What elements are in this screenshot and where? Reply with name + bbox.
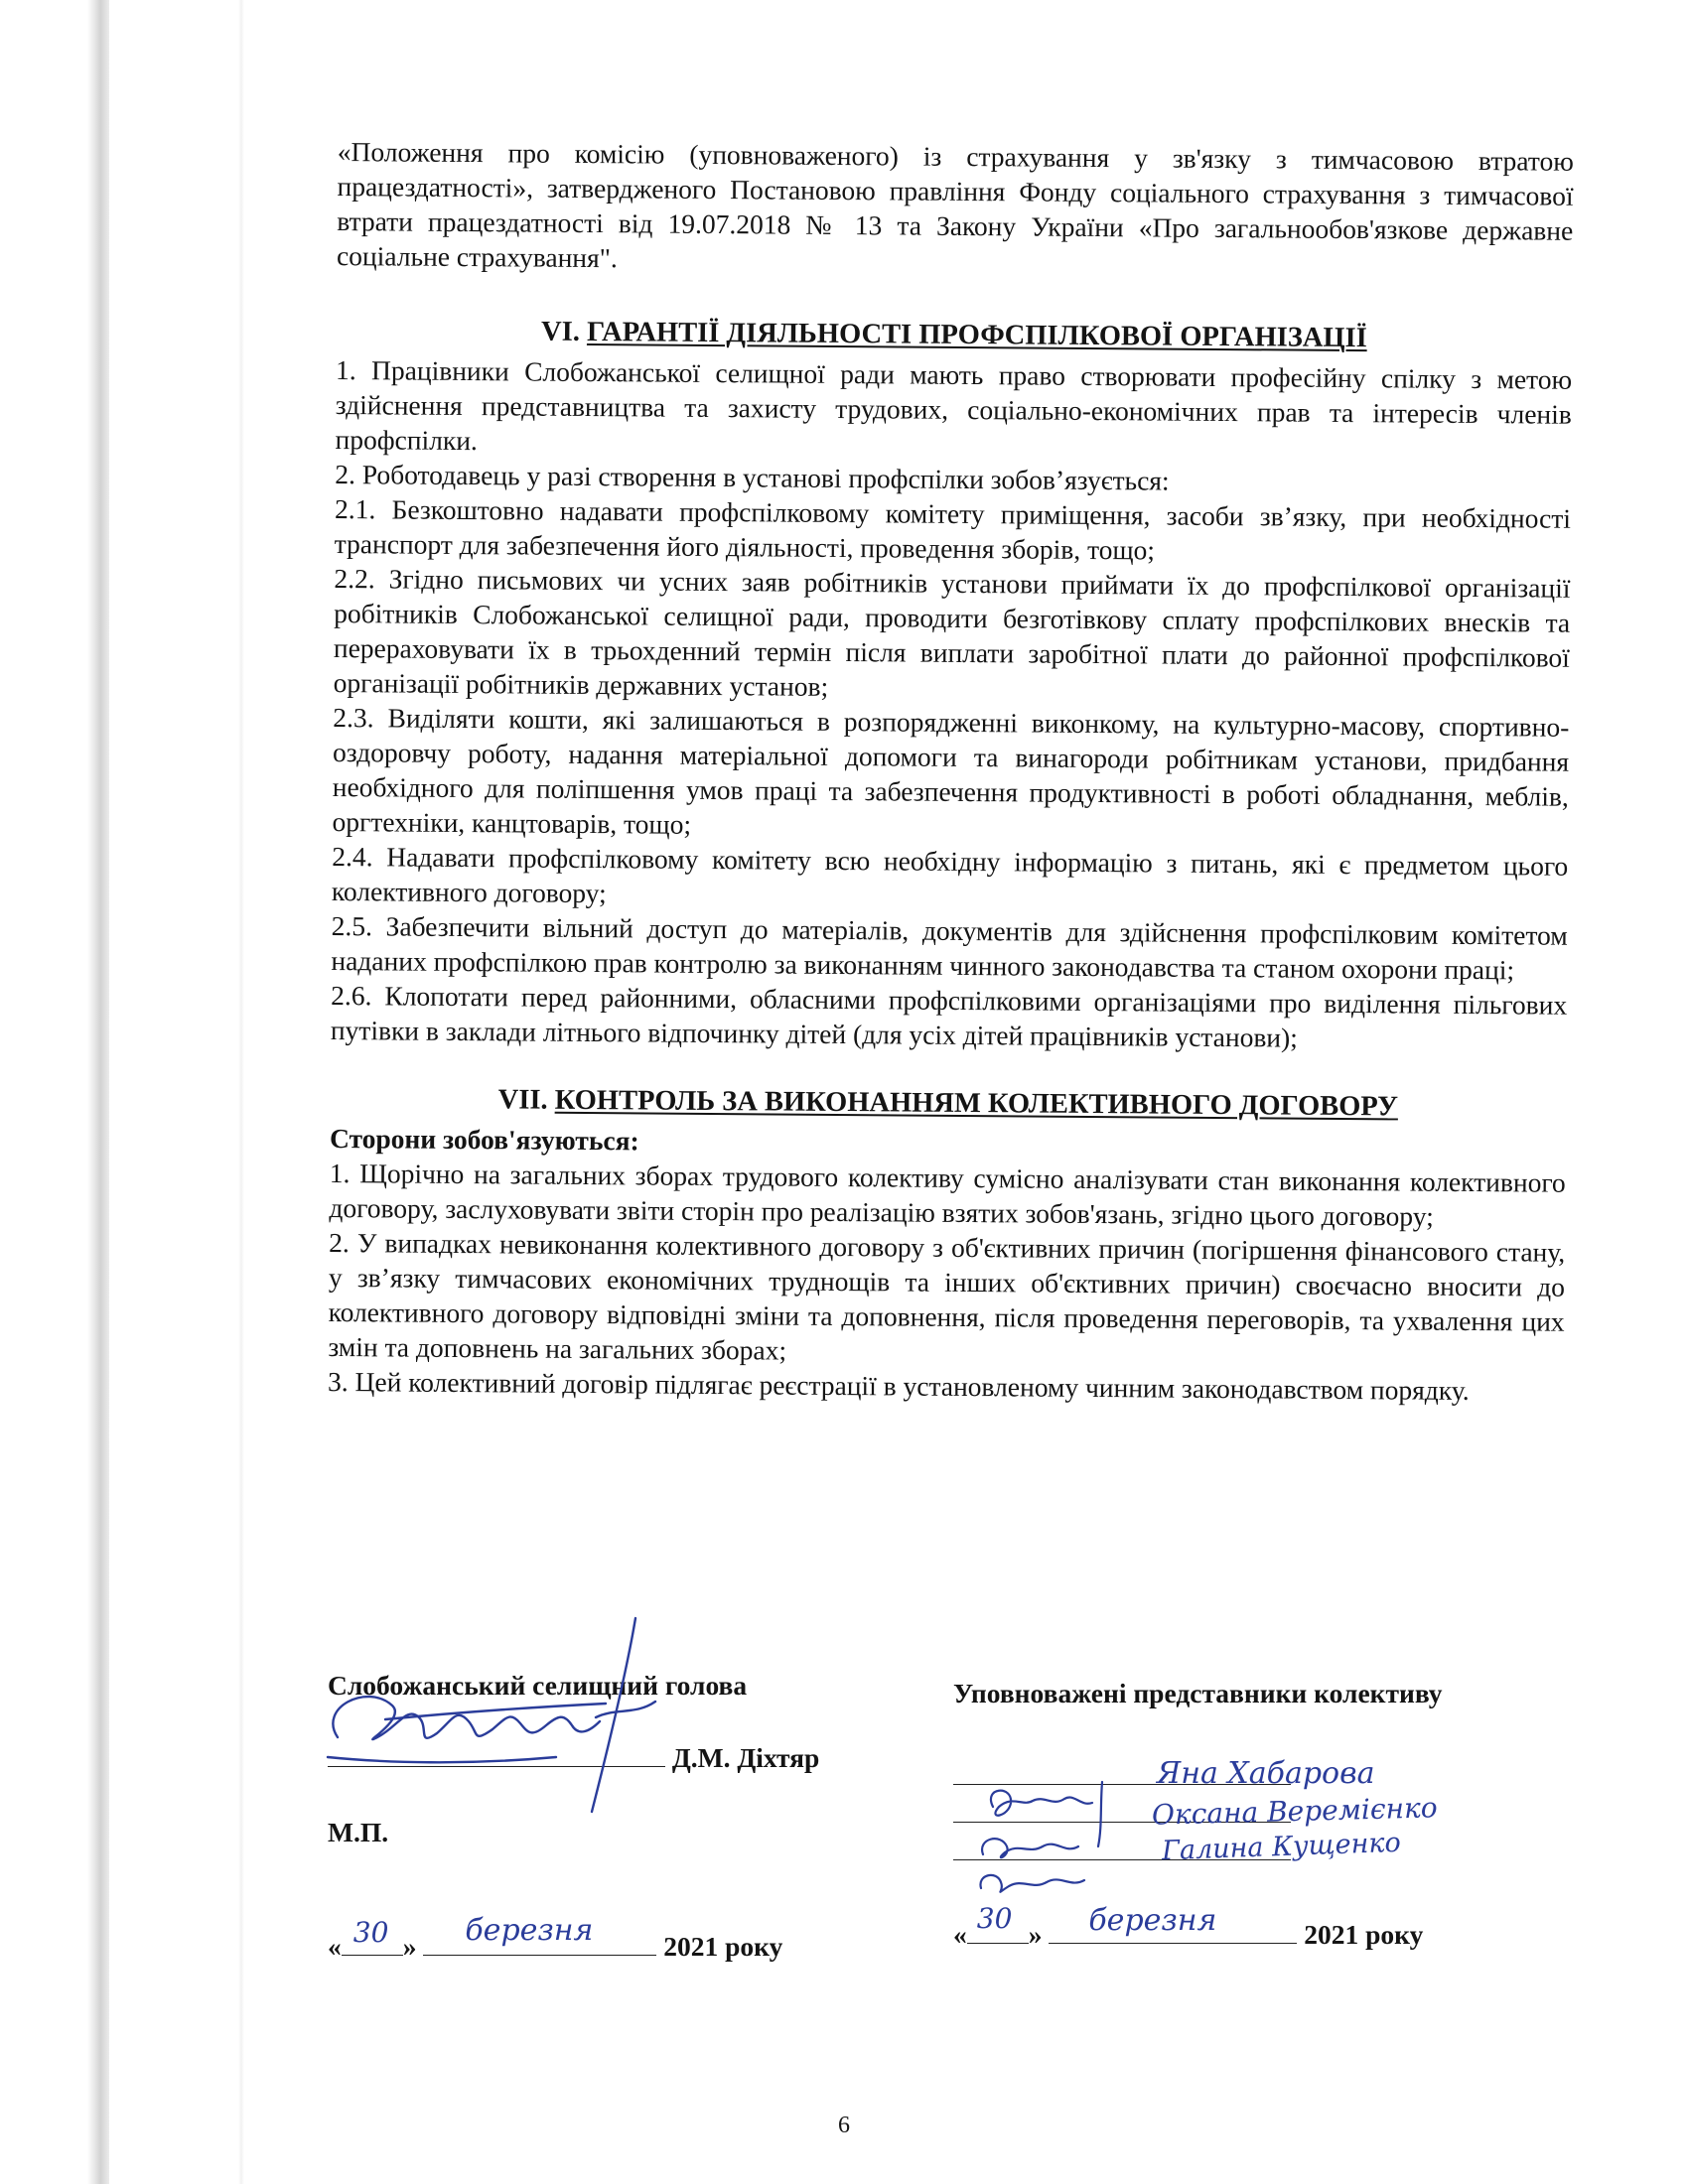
section-6-number: VI. [540,316,581,347]
date-year: 2021 року [663,1931,783,1962]
section-6-paragraph: 2.5. Забезпечити вільний доступ до матеріалів, документів для здійснення профспілковим комітетом наданих профспілкою прав контролю за виконанням чинного законодавства та станом охорони праці; [331,909,1568,986]
head-date-line [328,1913,943,1964]
section-6-heading [336,313,1572,358]
rep-name-1: Яна Хабарова [1157,1756,1375,1791]
representatives-label: Уповноважені представники колективу [953,1678,1443,1708]
representatives-lines [953,1756,1569,1883]
date-quote-close: » [1028,1919,1043,1950]
page-number: 6 [838,2113,850,2138]
section-7-heading [330,1081,1566,1127]
section-7-paragraph: 2. У випадках невиконання колективного договору з об'єктивних причин (погіршення фінансового стану, у зв’язку тимчасових економічних труднощів та інших об'єктивних причин) своєчасно вносити до колективного договору відповідні зміни та доповнення, після проведення переговорів, та ухвалення цих змін та доповнень на загальних зборах; [328,1226,1566,1366]
date-day-handwritten: 30 [976,1902,1013,1935]
head-signature-line [328,1740,943,1775]
section-6-paragraph: 2.1. Безкоштовно надавати профспілковому комітету приміщення, засоби зв’язку, при необхідності транспорт для забезпечення його діяльності, проведення зборів, тощо; [334,492,1572,566]
head-position-label: Слобожанський селищний голова [328,1670,748,1701]
section-6-paragraph: 2.2. Згідно письмових чи усних заяв робітників установи приймати їх до профспілкової організації робітників Слобожанської селищної ради, проводити безготівкову сплату профспілкових внесків та перераховувати їх в трьохденний термін після виплати заробітної плати до районної профспілкової організації робітників державних установ; [333,562,1571,702]
section-7-paragraph: 1. Щорічно на загальних зборах трудового колективу сумісно аналізувати стан виконання колективного договору, заслуховувати звіти сторін про реалізацію взятих зобов'язань, згідно цього договору; [329,1157,1566,1232]
date-month-handwritten: березня [465,1913,594,1948]
scan-fold-shadow [238,0,244,2184]
document-page [328,134,1574,1409]
representatives-date-line [953,1902,1569,1952]
representatives-signature-block [953,1668,1569,1952]
section-7-paragraph: 3. Цей колективний договір підлягає реєстрації в установленому чинним законодавством порядку. [328,1365,1470,1406]
rep-name-2: Оксана Веремієнко [1151,1791,1438,1832]
section-6-paragraph: 2. Роботодавець у разі створення в установі профспілки зобов’язується: [335,458,1170,496]
section-6-paragraph: 2.3. Виділяти кошти, які залишаються в розпорядженні виконкому, на культурно-масову, спортивно-оздоровчу роботу, надання матеріальної допомоги та винагороди робітникам установи, придбання необхідного для поліпшення умов праці та забезпечення продуктивності в роботі обладнання, меблів, оргтехніки, канцтоварів, тощо; [332,701,1570,840]
scan-edge-shadow [87,0,109,2184]
rep-name-3: Галина Кущенко [1161,1827,1402,1867]
section-6-paragraph: 2.6. Клопотати перед районними, обласними профспілковими організаціями про виділення пільгових путівки в заклади літнього відпочинку дітей (для усіх дітей працівників установи); [330,979,1568,1053]
date-day-underline [967,1902,1029,1944]
date-year: 2021 року [1304,1919,1424,1950]
section-7-title: КОНТРОЛЬ ЗА ВИКОНАННЯМ КОЛЕКТИВНОГО ДОГОВОРУ [554,1084,1399,1123]
head-signature-block [328,1668,943,1964]
stamp-label: М.П. [328,1817,389,1847]
signature-underline [328,1740,665,1767]
date-day-handwritten: 30 [352,1916,389,1949]
date-quote-close: » [402,1931,417,1962]
intro-paragraph: «Положення про комісію (уповноваженого) із страхування у зв'язку з тимчасовою втратою працездатності», затвердженого Постановою правління Фонду соціального страхування з тимчасової втрати працездатності від 19.07.2018 № 13 та Закону України «Про загальнообов'язкове державне соціальне страхування". [336,135,1574,274]
date-quote-open: « [328,1931,342,1962]
date-month-underline [423,1913,656,1956]
date-month-handwritten: березня [1088,1903,1217,1938]
section-6-paragraph: 2.4. Надавати профспілковому комітету всю необхідну інформацію з питань, які є предметом цього колективного договору; [331,840,1569,909]
date-month-underline [1049,1903,1297,1944]
section-6-paragraph: 1. Працівники Слобожанської селищної ради мають право створювати професійну спілку з метою здійснення представництва та захисту трудових, соціально-економічних прав та інтересів членів профспілки. [335,353,1573,457]
section-6-title: ГАРАНТІЇ ДІЯЛЬНОСТІ ПРОФСПІЛКОВОЇ ОРГАНІЗАЦІЇ [586,316,1367,354]
date-day-underline [342,1916,403,1956]
section-7-lead: Сторони зобов'язуються: [329,1122,639,1157]
date-quote-open: « [953,1919,967,1950]
section-7-number: VII. [497,1084,548,1116]
head-name: Д.М. Діхтяр [671,1742,820,1773]
